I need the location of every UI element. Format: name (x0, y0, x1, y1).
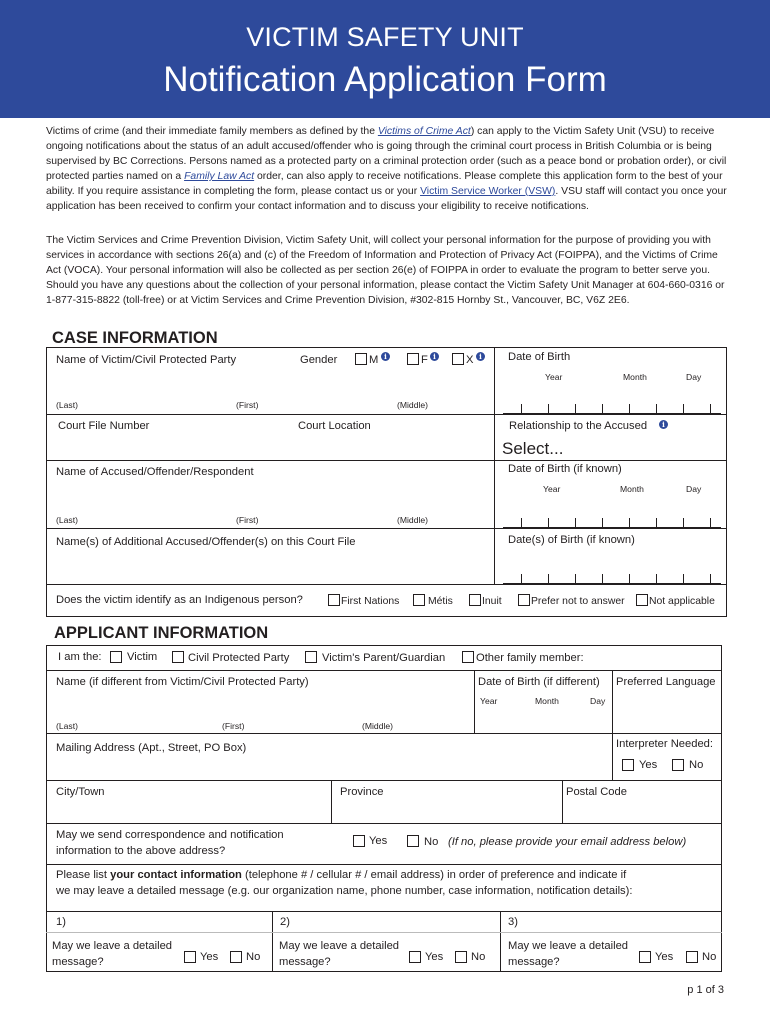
dob-year-label: Year (545, 372, 563, 382)
leave-message-1-no-checkbox[interactable] (230, 951, 242, 963)
interpreter-needed-label: Interpreter Needed: (616, 738, 714, 750)
additional-accused-label: Name(s) of Additional Accused/Offender(s) on this Court File (56, 536, 356, 548)
applicant-first-hint: (First) (222, 721, 245, 731)
metis-checkbox[interactable] (413, 594, 425, 606)
gender-label: Gender (300, 354, 338, 366)
leave-message-2-no-checkbox[interactable] (455, 951, 467, 963)
not-applicable-checkbox[interactable] (636, 594, 648, 606)
correspondence-question-line2: information to the above address? (56, 845, 226, 857)
intro-paragraph-1: Victims of crime (and their immediate family members as defined by the Victims of Crime Act) can apply to the Victim Safety Unit (VSU) to receive ongoing notifications about the status of an adult accused/offender who is going through the criminal court process in British Columbia or is being supervised by BC Corrections. Persons named as a protected party on a criminal protection order (such as a peace bond or probation order), or civil protected parties named on a Family Law Act order, can also apply to receive notifications. Please complete this application form to the best of your ability. If you require assistance in completing the form, please contact us or your Victim Service Worker (VSW). VSU staff will contact you once your application has been received to confirm your contact information and to discuss your eligibility to receive notifications. (46, 126, 727, 212)
contact-2-label: 2) (280, 916, 290, 928)
contact-3-label: 3) (508, 916, 518, 928)
inuit-checkbox[interactable] (469, 594, 481, 606)
unit-name: VICTIM SAFETY UNIT (246, 22, 524, 52)
leave-message-1-line2: message? (52, 956, 104, 968)
leave-message-2-line1: May we leave a detailed (279, 940, 400, 952)
victim-name-label: Name of Victim/Civil Protected Party (56, 354, 237, 366)
accused-first-hint: (First) (236, 515, 259, 525)
leave-message-3-no-checkbox[interactable] (686, 951, 698, 963)
victim-checkbox[interactable] (110, 651, 122, 663)
preferred-language-label: Preferred Language (616, 676, 716, 688)
correspondence-yes-checkbox[interactable] (353, 835, 365, 847)
leave-message-3-line2: message? (508, 956, 560, 968)
applicant-name-label: Name (if different from Victim/Civil Protected Party) (56, 676, 309, 688)
province-label: Province (340, 786, 384, 798)
applicant-last-hint: (Last) (56, 721, 78, 731)
leave-message-2-line2: message? (279, 956, 331, 968)
parent-guardian-checkbox[interactable] (305, 651, 317, 663)
court-file-label: Court File Number (58, 420, 150, 432)
accused-dob-year-label: Year (543, 484, 561, 494)
gender-m-checkbox[interactable] (355, 353, 367, 365)
leave-message-3-yes-checkbox[interactable] (639, 951, 651, 963)
court-location-label: Court Location (298, 420, 371, 432)
info-icon[interactable]: i (430, 352, 439, 361)
other-family-label: Other family member: (476, 652, 584, 664)
civil-protected-checkbox[interactable] (172, 651, 184, 663)
applicant-dob-day-label: Day (590, 696, 606, 706)
other-family-checkbox[interactable] (462, 651, 474, 663)
accused-name-label: Name of Accused/Offender/Respondent (56, 466, 254, 478)
info-icon[interactable]: i (476, 352, 485, 361)
correspondence-no-checkbox[interactable] (407, 835, 419, 847)
leave-message-2-yes-checkbox[interactable] (409, 951, 421, 963)
inuit-label: Inuit (482, 596, 502, 607)
interpreter-no-checkbox[interactable] (672, 759, 684, 771)
page-number: p 1 of 3 (687, 984, 724, 996)
header-banner (0, 0, 770, 118)
leave-message-3-yes-label: Yes (655, 951, 674, 963)
indigenous-question: Does the victim identify as an Indigenous person? (56, 594, 303, 606)
relationship-label: Relationship to the Accused (509, 420, 648, 432)
prefer-not-checkbox[interactable] (518, 594, 530, 606)
intro-paragraph-2: The Victim Services and Crime Prevention Division, Victim Safety Unit, will collect your personal information for the purpose of providing you with services in accordance with sections 26(a) and (c) of the Freedom of Information and Protection of Privacy Act (FOIPPA), and the Victims of Crime Act (VOCA). Your personal information will also be collected as per section 26(e) of FOIPPA in order to evaluate the program to better serve you. Should you have any questions about the collection of your personal information, please contact the Victim Safety Unit Manager at 604-660-0316 or 1-877-315-8822 (toll-free) or at Victim Services and Crime Prevention Division, #302-815 Hornby St., Vancouver, BC, V6Z 2E6. (46, 235, 725, 306)
correspondence-question-line1: May we send correspondence and notification (56, 829, 284, 841)
case-information-box (46, 347, 727, 617)
gender-f-label: F (421, 354, 428, 366)
info-icon[interactable]: i (381, 352, 390, 361)
applicant-dob-label: Date of Birth (if different) (478, 676, 600, 688)
gender-x-label: X (466, 354, 474, 366)
leave-message-1-line1: May we leave a detailed (52, 940, 173, 952)
not-applicable-label: Not applicable (649, 596, 715, 607)
postal-code-label: Postal Code (566, 786, 627, 798)
case-information-title: CASE INFORMATION (52, 329, 218, 347)
dob-label: Date of Birth (508, 351, 571, 363)
applicant-middle-hint: (Middle) (362, 721, 394, 731)
dob-month-label: Month (623, 372, 647, 382)
relationship-select[interactable]: Select... (502, 439, 564, 458)
interpreter-yes-checkbox[interactable] (622, 759, 634, 771)
dob-day-label: Day (686, 372, 702, 382)
gender-x-checkbox[interactable] (452, 353, 464, 365)
leave-message-1-no-label: No (246, 951, 261, 963)
contact-instruction-line1: Please list your contact information (telephone # / cellular # / email address) in order of preference and indicate if (56, 869, 627, 881)
gender-m-label: M (369, 354, 379, 366)
last-name-hint: (Last) (56, 400, 78, 410)
info-icon[interactable]: i (659, 420, 668, 429)
civil-protected-label: Civil Protected Party (188, 652, 290, 664)
correspondence-no-note: (If no, please provide your email address below) (448, 836, 687, 848)
dob-input[interactable] (503, 413, 721, 414)
leave-message-3-no-label: No (702, 951, 717, 963)
applicant-dob-year-label: Year (480, 696, 498, 706)
prefer-not-label: Prefer not to answer (531, 596, 625, 607)
parent-guardian-label: Victim's Parent/Guardian (322, 652, 446, 664)
city-label: City/Town (56, 786, 105, 798)
correspondence-no-label: No (424, 836, 439, 848)
gender-f-checkbox[interactable] (407, 353, 419, 365)
accused-dob-day-label: Day (686, 484, 702, 494)
victims-of-crime-act-link[interactable]: Victims of Crime Act (377, 126, 471, 137)
leave-message-2-yes-label: Yes (425, 951, 444, 963)
metis-label: Métis (428, 596, 453, 607)
form-title: Notification Application Form (163, 60, 607, 99)
leave-message-1-yes-checkbox[interactable] (184, 951, 196, 963)
leave-message-2-no-label: No (471, 951, 486, 963)
additional-dob-input[interactable] (503, 583, 721, 584)
contact-1-label: 1) (56, 916, 66, 928)
additional-dob-label: Date(s) of Birth (if known) (508, 534, 635, 546)
accused-dob-label: Date of Birth (if known) (508, 463, 622, 475)
accused-dob-input[interactable] (503, 527, 721, 528)
interpreter-yes-label: Yes (639, 759, 658, 771)
interpreter-no-label: No (689, 759, 704, 771)
leave-message-1-yes-label: Yes (200, 951, 219, 963)
first-nations-label: First Nations (341, 596, 400, 607)
applicant-information-title: APPLICANT INFORMATION (54, 624, 269, 642)
accused-last-hint: (Last) (56, 515, 78, 525)
first-name-hint: (First) (236, 400, 259, 410)
victim-option-label: Victim (127, 651, 158, 663)
contact-instruction-line2: we may leave a detailed message (e.g. our organization name, phone number, case information, notification details): (56, 885, 633, 897)
victim-service-worker-link[interactable]: Victim Service Worker (VSW) (420, 186, 556, 197)
mailing-address-label: Mailing Address (Apt., Street, PO Box) (56, 742, 247, 754)
family-law-act-link[interactable]: Family Law Act (184, 171, 255, 182)
applicant-information-box (46, 645, 722, 972)
applicant-dob-month-label: Month (535, 696, 559, 706)
middle-name-hint: (Middle) (397, 400, 429, 410)
leave-message-3-line1: May we leave a detailed (508, 940, 629, 952)
i-am-the-label: I am the: (58, 651, 102, 663)
correspondence-yes-label: Yes (369, 835, 388, 847)
first-nations-checkbox[interactable] (328, 594, 340, 606)
accused-middle-hint: (Middle) (397, 515, 429, 525)
accused-dob-month-label: Month (620, 484, 644, 494)
